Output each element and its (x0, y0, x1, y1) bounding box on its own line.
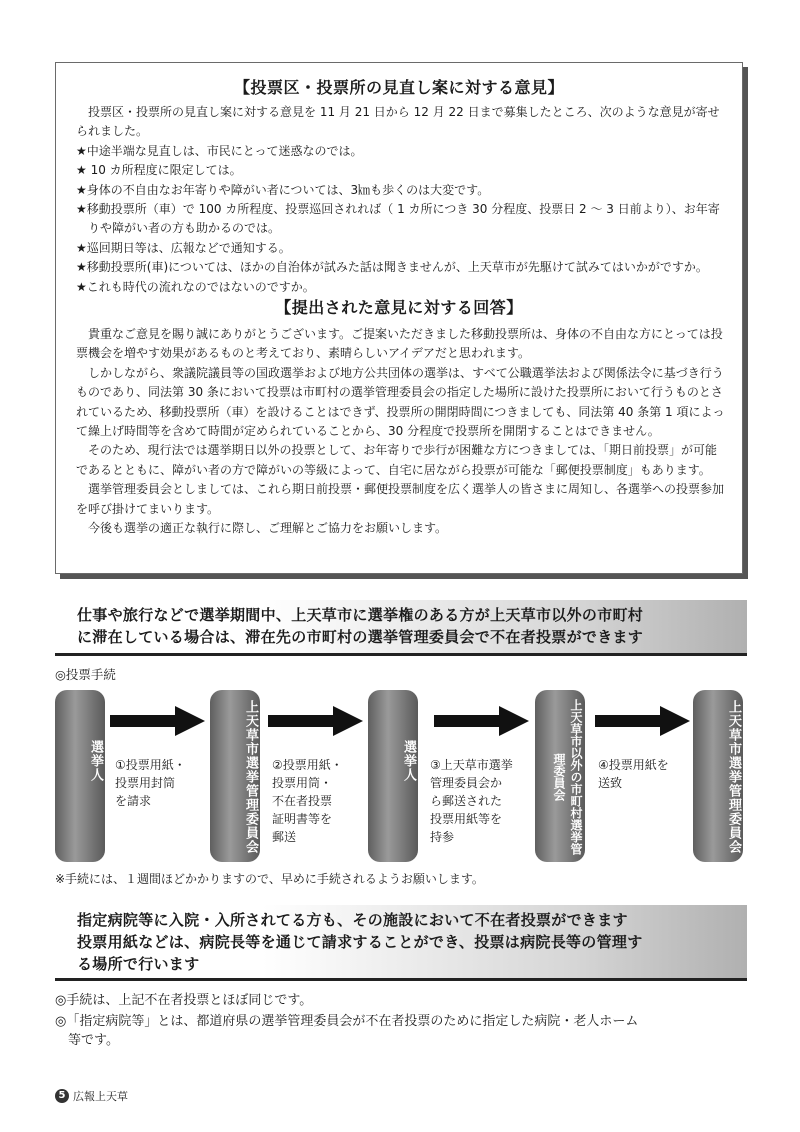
opinion-item: ★ 10 カ所程度に限定しては。 (76, 163, 242, 178)
arrow-right-icon (595, 706, 690, 736)
procedure-label: ◎投票手続 (55, 667, 116, 682)
opinions-intro: 投票区・投票所の見直し案に対する意見を 11 月 21 日から 12 月 22 日まで募集したところ、次のような意見が寄せられました。 (76, 105, 720, 139)
bottom-note: ◎手続は、上記不在者投票とほぼ同じです。 (55, 993, 313, 1008)
hospital-voting-banner (55, 905, 747, 981)
page-footer (55, 1088, 128, 1104)
arrow-right-icon (110, 706, 205, 736)
flow-step-2: ②投票用紙・ 投票用筒・ 不在者投票 証明書等を 郵送 (272, 758, 343, 844)
flow-box-kamiamakusa-committee: 上天草市選挙管理委員会 (210, 690, 260, 862)
banner-line: 仕事や旅行などで選挙期間中、上天草市に選挙権のある方が上天草市以外の市町村 (77, 606, 644, 624)
answer-paragraph: そのため、現行法では選挙期日以外の投票として、お年寄りで歩行が困難な方につきましては、「期日前投票」が可能であるとともに、障がい者の方で障がいの等級によって、自宅に居ながら投票が可能な「郵便投票制度」もあります。 (76, 443, 718, 477)
banner-line: に滞在している場合は、滞在先の市町村の選挙管理委員会で不在者投票ができます (77, 628, 644, 646)
publication-name: 広報上天草 (73, 1090, 128, 1103)
opinion-item: ★身体の不自由なお年寄りや障がい者については、3㎞も歩くのは大変です。 (76, 182, 490, 197)
arrow-right-icon (268, 706, 363, 736)
answer-paragraph: 貴重なご意見を賜り誠にありがとうございます。ご提案いただきました移動投票所は、身体の不自由な方にとっては投票機会を増やす効果があるものと考えており、素晴らしいアイデアだと思われます。 (76, 327, 723, 361)
banner-line: る場所で行います (77, 955, 200, 973)
absentee-voting-banner (55, 600, 747, 656)
answer-paragraph: 今後も選挙の適正な執行に際し、ご理解とご協力をお願いします。 (88, 521, 448, 536)
answer-paragraph: しかしながら、衆議院議員等の国政選挙および地方公共団体の選挙は、すべて公職選挙法および関係法令に基づき行うものであり、同法第 30 条において投票は市町村の選挙管理委員会の指定した場所に設けた投票所において行うものとされているため、移動投票所（車）を設けることはできず、投票所の開閉時間につきましても、同法第 40 条第 1 項によって繰上げ時間等を含めて時間が定められていることから、30 分程度で投票所を開閉することはできません。 (76, 365, 725, 439)
opinion-item: ★これも時代の流れなのではないのですか。 (76, 279, 315, 294)
opinion-item: ★移動投票所（車）で 100 カ所程度、投票巡回されれば（ 1 カ所につき 30 分程度、投票日 2 〜 3 日前より）、お年寄りや障がい者の方も助かるのでは。 (76, 202, 720, 236)
procedure-note: ※手続には、１週間ほどかかりますので、早めに手続されるようお願いします。 (55, 872, 484, 886)
answer-paragraph: 選挙管理委員会としましては、これら期日前投票・郵便投票制度を広く選挙人の皆さまに周知し、各選挙への投票参加を呼び掛けてまいります。 (76, 482, 725, 516)
flow-step-1: ①投票用紙・ 投票用封筒 を請求 (115, 758, 186, 808)
banner-line: 投票用紙などは、病院長等を通じて請求することができ、投票は病院長等の管理す (77, 933, 643, 951)
opinion-item: ★巡回期日等は、広報などで通知する。 (76, 240, 291, 255)
flow-box-other-municipality-committee: 上天草市以外の市町村選挙管理委員会 (535, 690, 585, 862)
flow-box-voter: 選挙人 (55, 690, 105, 862)
bottom-note: 等です。 (68, 1033, 119, 1048)
banner-line: 指定病院等に入院・入所されてる方も、その施設において不在者投票ができます (77, 911, 628, 929)
opinion-item: ★中途半端な見直しは、市民にとって迷惑なのでは。 (76, 143, 363, 158)
page-number: 5 (55, 1089, 69, 1103)
answers-title: 【提出された意見に対する回答】 (275, 298, 523, 317)
arrow-right-icon (434, 706, 529, 736)
opinion-item: ★移動投票所(車)については、ほかの自治体が試みた話は聞きませんが、上天草市が先駆けて試みてはいかがですか。 (76, 260, 708, 275)
flow-step-4: ④投票用紙を 送致 (598, 758, 669, 790)
bottom-note: ◎「指定病院等」とは、都道府県の選挙管理委員会が不在者投票のために指定した病院・老人ホーム (55, 1014, 639, 1029)
answers-body (76, 325, 728, 538)
opinions-title: 【投票区・投票所の見直し案に対する意見】 (233, 78, 564, 97)
opinions-body (76, 103, 728, 297)
flow-box-kamiamakusa-committee: 上天草市選挙管理委員会 (693, 690, 743, 862)
opinion-box (55, 62, 743, 574)
flow-step-3: ③上天草市選挙 管理委員会か ら郵送された 投票用紙等を 持参 (430, 758, 513, 844)
flow-box-voter: 選挙人 (368, 690, 418, 862)
